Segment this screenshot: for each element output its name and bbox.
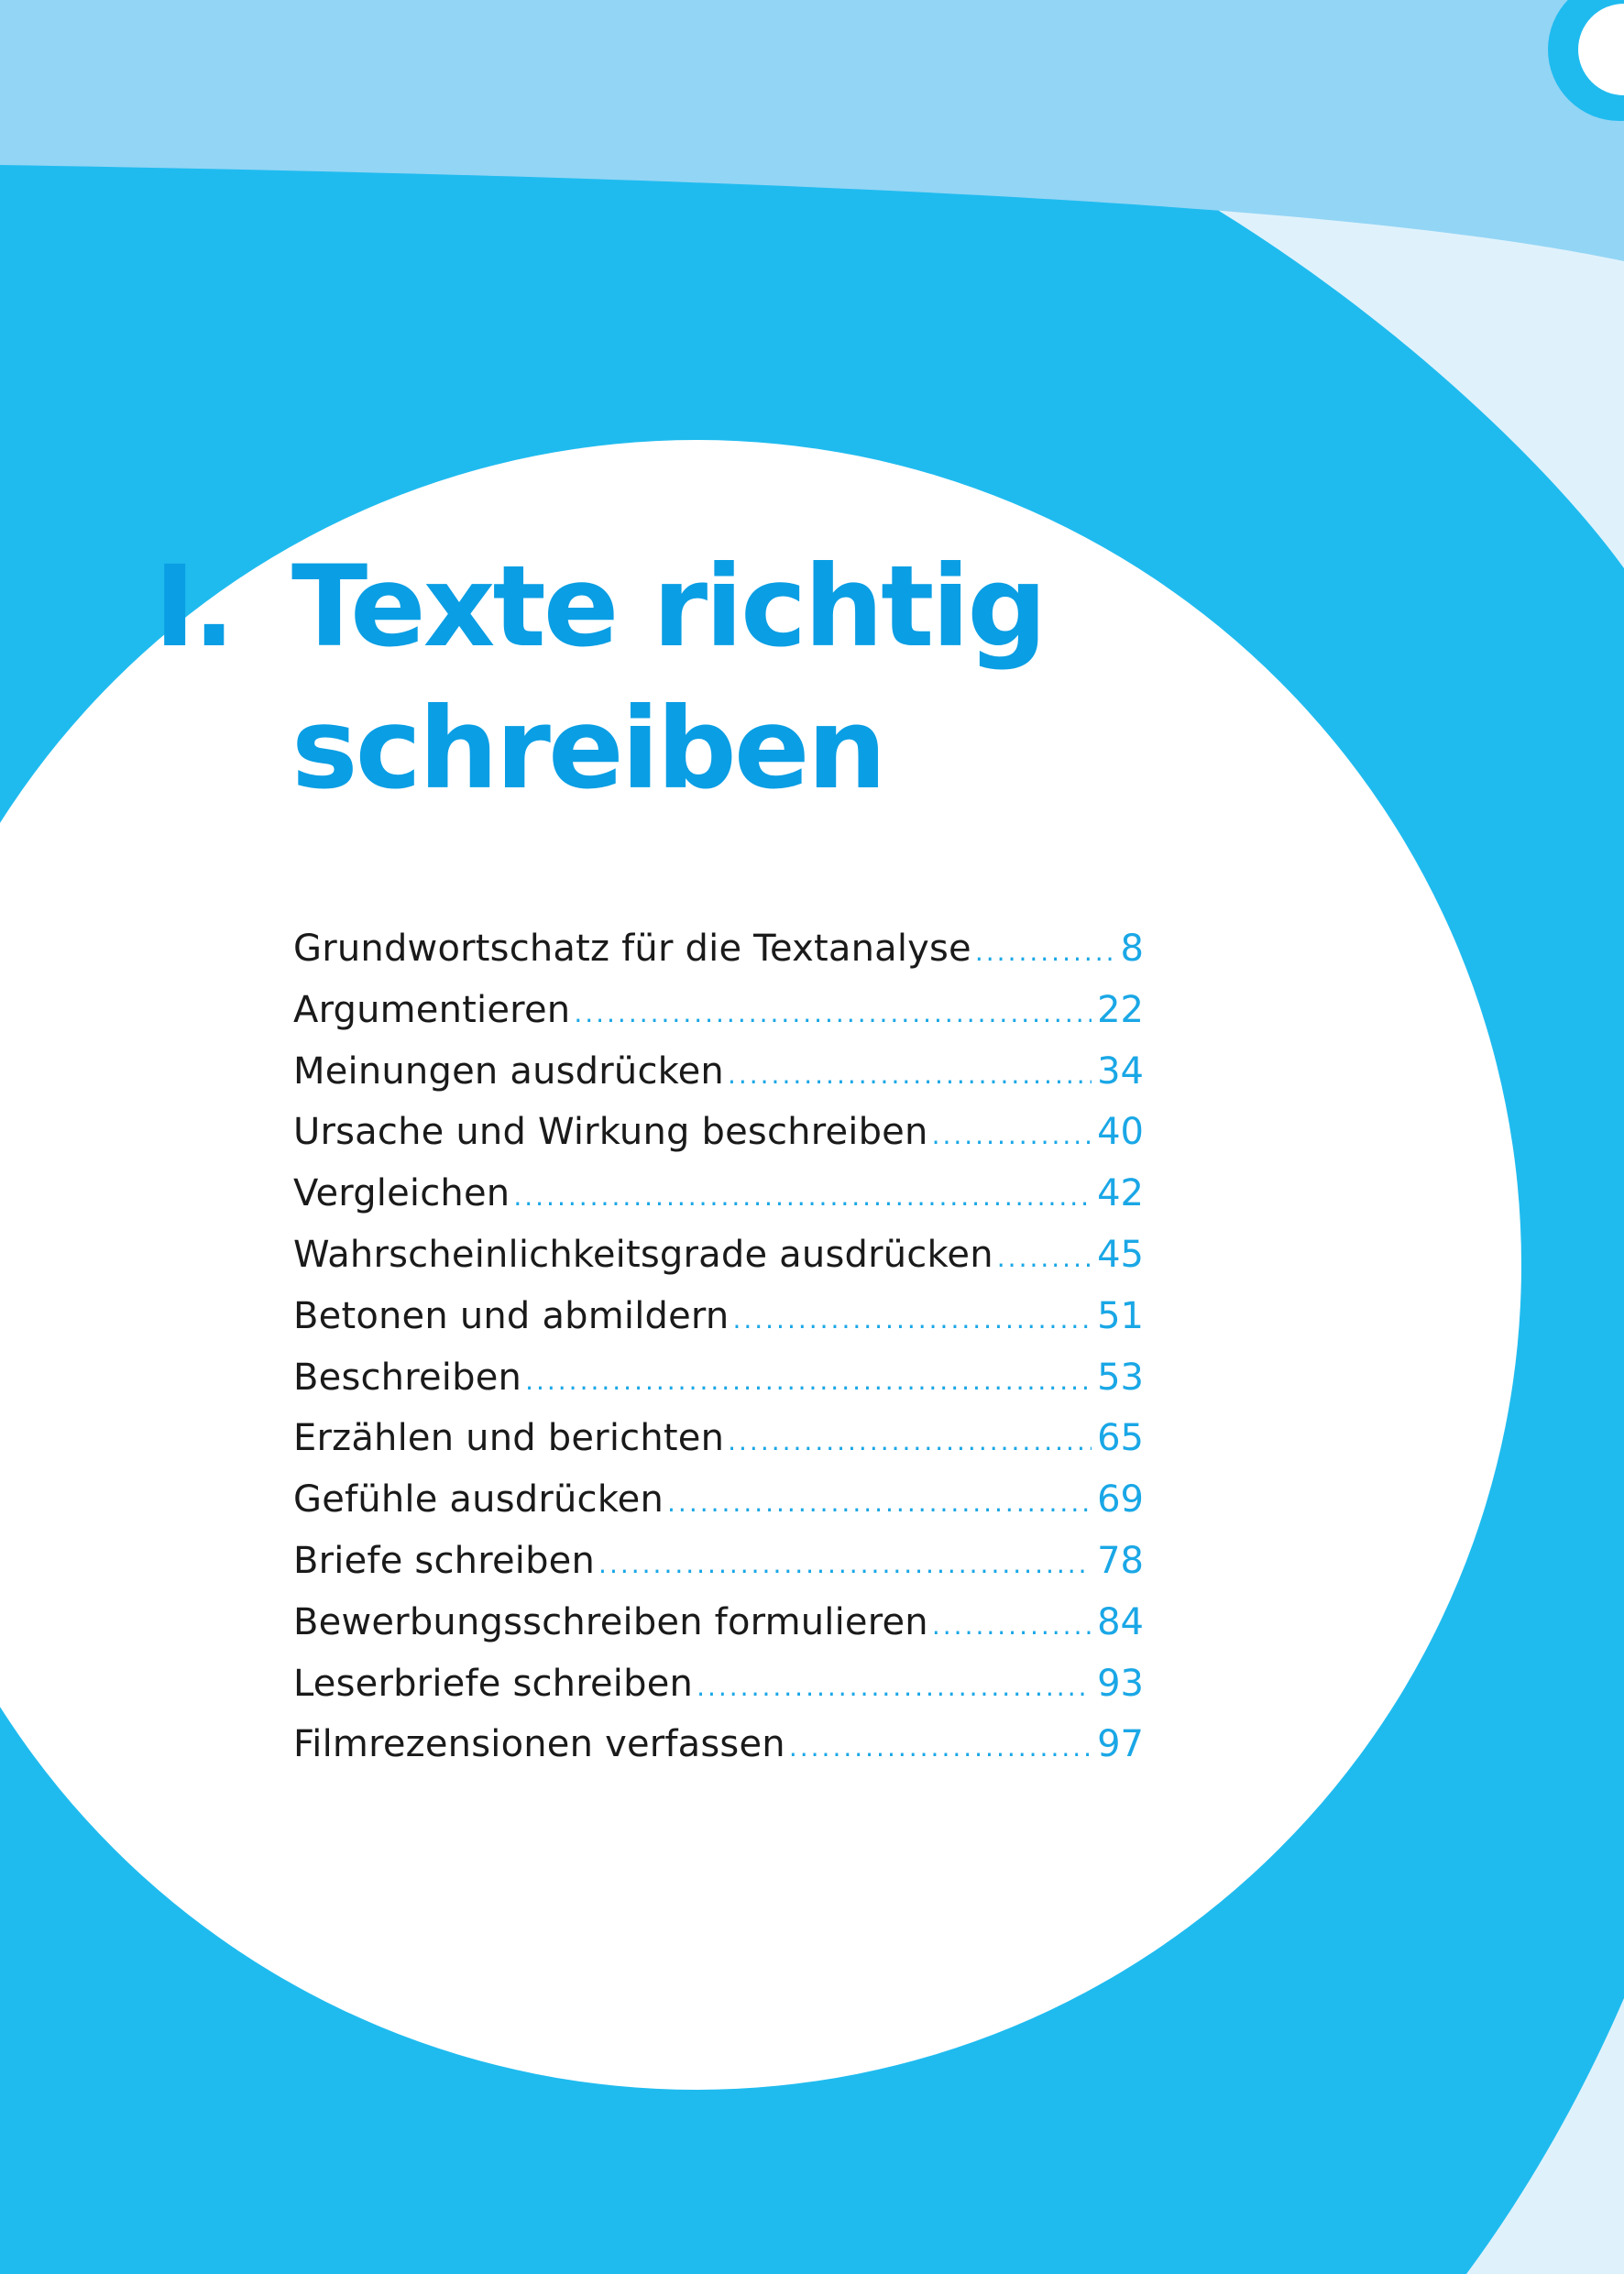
toc-dot-leader (732, 1290, 1092, 1351)
toc-entry-page-number: 40 (1097, 1111, 1144, 1154)
toc-entry-label: Argumentieren (293, 988, 571, 1031)
toc-entry-label: Wahrscheinlichkeitsgrade ausdrücken (293, 1233, 993, 1276)
toc-entry-label: Briefe schreiben (293, 1539, 596, 1582)
toc-entry-page-number: 97 (1097, 1723, 1144, 1766)
toc-entry-page-number: 65 (1097, 1417, 1144, 1460)
toc-dot-leader (932, 1596, 1092, 1657)
toc-entry-label: Vergleichen (293, 1172, 510, 1215)
toc-entry-page-number: 69 (1097, 1478, 1144, 1521)
toc-dot-leader (667, 1473, 1092, 1534)
toc-dot-leader (728, 1412, 1092, 1473)
toc-entry[interactable] (293, 1714, 1144, 1775)
toc-dot-leader (525, 1351, 1092, 1412)
toc-entry-label: Beschreiben (293, 1356, 522, 1399)
toc-entry-page-number: 22 (1097, 988, 1144, 1031)
toc-entry[interactable] (293, 1225, 1144, 1286)
toc-entry-page-number: 53 (1097, 1356, 1144, 1399)
toc-entry[interactable] (293, 1102, 1144, 1163)
chapter-number: I. (154, 542, 233, 672)
toc-entry-label: Gefühle ausdrücken (293, 1478, 664, 1521)
toc-entry-page-number: 45 (1097, 1233, 1144, 1276)
toc-entry[interactable] (293, 1592, 1144, 1653)
chapter-title (291, 536, 1116, 820)
toc-dot-leader (513, 1167, 1092, 1228)
toc-entry[interactable] (293, 1347, 1144, 1409)
toc-dot-leader (975, 922, 1115, 983)
toc-entry-label: Meinungen ausdrücken (293, 1049, 724, 1093)
toc-entry-page-number: 51 (1097, 1294, 1144, 1337)
toc-entry-page-number: 93 (1097, 1662, 1144, 1705)
toc-dot-leader (574, 983, 1092, 1045)
toc-entry-page-number: 8 (1120, 928, 1144, 970)
toc-entry-label: Filmrezensionen verfassen (293, 1723, 785, 1766)
toc-dot-leader (598, 1534, 1092, 1596)
toc-entry-page-number: 78 (1097, 1539, 1144, 1582)
toc-entry-label: Bewerbungsschreiben formulieren (293, 1600, 928, 1643)
toc-entry-label: Leserbriefe schreiben (293, 1662, 694, 1705)
toc-entry-page-number: 42 (1097, 1172, 1144, 1215)
toc-entry-page-number: 34 (1097, 1049, 1144, 1093)
toc-entry-label: Betonen und abmildern (293, 1294, 730, 1337)
toc-entry[interactable] (293, 1408, 1144, 1469)
toc-entry[interactable] (293, 1163, 1144, 1225)
toc-entry[interactable] (293, 918, 1144, 980)
toc-entry[interactable] (293, 1653, 1144, 1715)
toc-dot-leader (997, 1228, 1092, 1290)
chapter-title-line-2: schreiben (291, 684, 884, 814)
toc-dot-leader (697, 1657, 1092, 1719)
toc-entry[interactable] (293, 1041, 1144, 1103)
toc-entry[interactable] (293, 1286, 1144, 1347)
toc-entry[interactable] (293, 980, 1144, 1041)
toc-dot-leader (932, 1105, 1092, 1167)
table-of-contents (293, 918, 1144, 1775)
toc-entry-label: Grundwortschatz für die Textanalyse (293, 928, 971, 970)
toc-dot-leader (728, 1045, 1092, 1106)
toc-entry-label: Ursache und Wirkung beschreiben (293, 1111, 928, 1154)
chapter-title-line-1: Texte richtig (291, 542, 1045, 672)
toc-entry[interactable] (293, 1531, 1144, 1592)
toc-entry-label: Erzählen und berichten (293, 1417, 725, 1460)
toc-entry-page-number: 84 (1097, 1600, 1144, 1643)
toc-entry[interactable] (293, 1469, 1144, 1531)
toc-dot-leader (789, 1718, 1092, 1779)
